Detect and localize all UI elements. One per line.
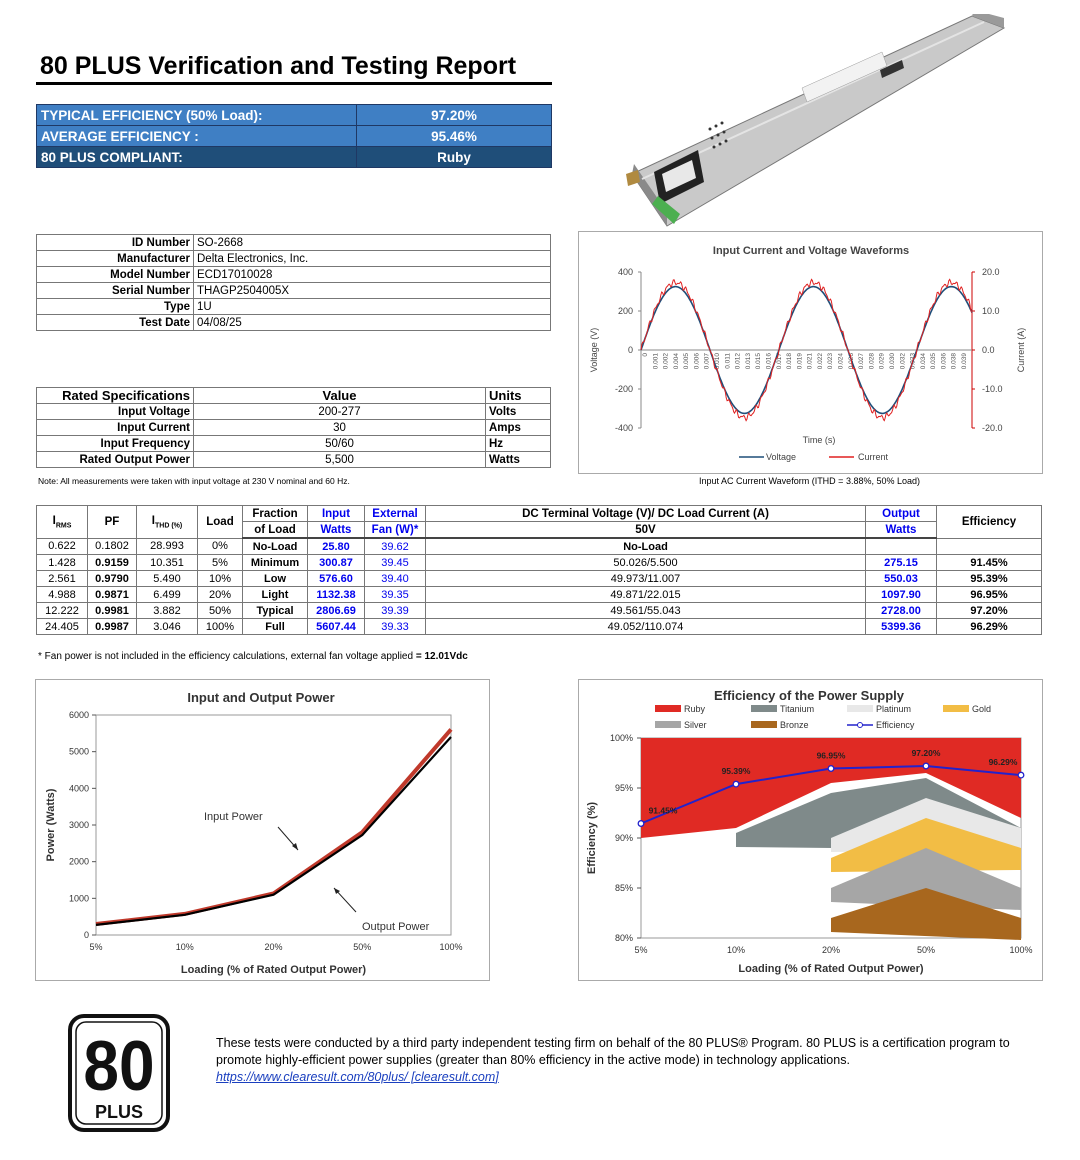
legend-label-gold: Gold: [972, 704, 992, 714]
y-tick-label: 90%: [614, 833, 633, 843]
ithd-cell: 28.993: [137, 538, 198, 555]
table-row: [37, 571, 1042, 587]
fraction-header: Fraction: [243, 506, 308, 522]
summary-value: 95.46%: [357, 126, 552, 147]
x-tick-label: 5%: [89, 942, 103, 952]
table-row: [37, 603, 1042, 619]
ithd-cell: 5.490: [137, 571, 198, 587]
info-value: 1U: [194, 299, 551, 315]
efficiency-point: [1018, 772, 1024, 778]
x-tick-label: 0.010: [714, 353, 722, 370]
output-power-annotation: Output Power: [362, 921, 430, 933]
y-tick-label: 0: [627, 345, 633, 355]
y-tick-label: 5000: [68, 746, 89, 757]
test-header-row: [37, 506, 1042, 522]
legend-swatch-gold: [943, 705, 969, 712]
info-row: [37, 315, 551, 331]
info-label: ID Number: [37, 235, 194, 251]
table-row: [37, 587, 1042, 603]
efficiency-chart: [579, 680, 1042, 980]
y-tick-label: 4000: [68, 783, 89, 794]
efficiency-data-label: 96.29%: [988, 757, 1018, 768]
table-row: [37, 619, 1042, 635]
test-results-table: [36, 505, 1042, 635]
fan-power-note: [38, 651, 468, 662]
y-tick-label: 2000: [68, 856, 89, 867]
x-tick-label: 0.011: [724, 353, 732, 369]
efficiency-cell: 91.45%: [937, 555, 1042, 571]
x-tick-label: 0.013: [744, 353, 752, 370]
pf-cell: 0.9981: [88, 603, 137, 619]
legend-current-label: Current: [858, 452, 889, 462]
summary-row: [37, 105, 552, 126]
y2-tick-label: 10.0: [982, 306, 1000, 316]
y-tick-label: 200: [617, 306, 633, 316]
x-tick-label: 50%: [353, 942, 372, 952]
efficiency-cell: 97.20%: [937, 603, 1042, 619]
legend-label-titanium: Titanium: [780, 704, 815, 714]
output-watts-cell: 275.15: [866, 555, 937, 571]
x-tick-label: 0.012: [734, 353, 742, 370]
efficiency-header: Efficiency: [937, 506, 1042, 539]
product-info-table: [36, 234, 551, 331]
dc-terminal-cell: 49.052/110.074: [426, 619, 866, 635]
fraction-header-2: of Load: [243, 522, 308, 539]
summary-label: TYPICAL EFFICIENCY (50% Load):: [37, 105, 357, 126]
efficiency-data-label: 95.39%: [721, 766, 751, 777]
info-value: THAGP2504005X: [194, 283, 551, 299]
x-axis-label: Time (s): [802, 435, 836, 445]
footer-disclaimer: [216, 1035, 1046, 1086]
fan-watts-cell: 39.39: [365, 603, 426, 619]
y-tick-label: -400: [614, 423, 633, 433]
load-header: Load: [198, 506, 243, 539]
x-tick-label: 0.004: [672, 353, 680, 370]
efficiency-cell: 95.39%: [937, 571, 1042, 587]
y-tick-label: 3000: [68, 820, 89, 830]
input-watts-cell: 25.80: [308, 538, 365, 555]
x-tick-label: 0.039: [961, 353, 968, 370]
y-tick-label: 80%: [614, 933, 633, 943]
rated-unit: Volts: [486, 404, 551, 420]
power-chart-panel: [35, 679, 490, 981]
y-tick-label: -200: [614, 384, 633, 394]
info-value: ECD17010028: [194, 267, 551, 283]
plot-area: [96, 715, 451, 935]
footer-text: These tests were conducted by a third party independent testing firm on behalf of the 80 PLUS® Program. 80 PLUS is a certification program to promote highly-efficient power supplies (greater than 80% efficiency in the active mode) in technology applications.: [216, 1036, 1010, 1067]
x-tick-label: 0.032: [899, 353, 907, 370]
ithd-header-text: I: [151, 514, 155, 527]
fan-note-text: * Fan power is not included in the efficiency calculations, external fan voltage applied: [38, 651, 416, 662]
input-watts-header-2: Watts: [308, 522, 365, 539]
info-label: Serial Number: [37, 283, 194, 299]
efficiency-cell: 96.95%: [937, 587, 1042, 603]
ithd-header: [137, 506, 198, 539]
x-tick-label: 0.017: [775, 353, 783, 370]
legend-swatch-titanium: [751, 705, 777, 712]
x-tick-label: 0.033: [909, 353, 917, 370]
pf-cell: 0.9987: [88, 619, 137, 635]
y2-tick-label: 20.0: [982, 267, 1000, 277]
input-watts-cell: 2806.69: [308, 603, 365, 619]
irms-cell: 0.622: [37, 538, 88, 555]
summary-row: [37, 126, 552, 147]
external-fan-header-2: Fan (W)*: [365, 522, 426, 539]
fan-watts-cell: 39.62: [365, 538, 426, 555]
dc-terminal-header: DC Terminal Voltage (V)/ DC Load Current (A): [426, 506, 866, 522]
rated-unit: Watts: [486, 452, 551, 468]
x-tick-label: 0.026: [847, 353, 855, 370]
dc-terminal-cell: 49.973/11.007: [426, 571, 866, 587]
y2-axis-label: Current (A): [1016, 327, 1026, 373]
ithd-cell: 3.882: [137, 603, 198, 619]
x-tick-label: 100%: [439, 942, 463, 952]
irms-cell: 12.222: [37, 603, 88, 619]
output-watts-cell: 550.03: [866, 571, 937, 587]
rated-unit: Amps: [486, 420, 551, 436]
input-output-power-chart: [36, 680, 489, 980]
x-tick-label: 0.023: [827, 353, 835, 370]
waveform-caption: Input AC Current Waveform (ITHD = 3.88%, 50% Load): [698, 476, 920, 486]
rated-label: Input Frequency: [37, 436, 194, 452]
x-tick-label: 0.034: [919, 353, 927, 370]
dc-terminal-header-2: 50V: [426, 522, 866, 539]
summary-value: Ruby: [357, 147, 552, 168]
x-tick-label: 0.021: [806, 353, 814, 370]
info-row: [37, 299, 551, 315]
efficiency-cell: [937, 538, 1042, 555]
fraction-cell: No-Load: [243, 538, 308, 555]
rated-row: [37, 436, 551, 452]
y-tick-label: 1000: [68, 893, 89, 904]
input-watts-cell: 5607.44: [308, 619, 365, 635]
x-tick-label: 50%: [916, 945, 936, 955]
test-results-body: [37, 538, 1042, 635]
output-watts-cell: [866, 538, 937, 555]
x-tick-label: 0.015: [755, 353, 763, 370]
logo-word: PLUS: [94, 1102, 144, 1122]
ithd-header-sub: THD (%): [154, 521, 183, 529]
rated-specifications-table: [36, 387, 551, 468]
legend-voltage-label: Voltage: [766, 452, 797, 462]
y-tick-label: 0: [83, 930, 89, 940]
fraction-cell: Low: [243, 571, 308, 587]
legend-swatch-bronze: [751, 721, 777, 728]
pf-cell: 0.9790: [88, 571, 137, 587]
info-label: Manufacturer: [37, 251, 194, 267]
input-power-annotation: Input Power: [204, 811, 263, 823]
y-tick-label: 400: [617, 267, 633, 277]
fraction-cell: Typical: [243, 603, 308, 619]
x-tick-label: 0.029: [878, 353, 886, 370]
y-tick-label: 100%: [609, 733, 633, 743]
pf-cell: 0.9871: [88, 587, 137, 603]
y2-tick-label: -10.0: [982, 384, 1003, 394]
info-row: [37, 235, 551, 251]
report-title: 80 PLUS Verification and Testing Report: [40, 52, 517, 80]
efficiency-point: [638, 821, 644, 827]
chart-title: Efficiency of the Power Supply: [714, 688, 904, 703]
pf-header: PF: [88, 506, 137, 539]
y-axis-label: Voltage (V): [589, 327, 599, 373]
waveform-chart: [579, 232, 1042, 473]
output-watts-cell: 5399.36: [866, 619, 937, 635]
irms-header-sub: RMS: [55, 521, 72, 529]
x-tick-label: 20%: [821, 945, 841, 955]
legend-swatch-platinum: [847, 705, 873, 712]
power-supply-product-image: [612, 14, 1012, 229]
load-cell: 5%: [198, 555, 243, 571]
rated-value: 5,500: [194, 452, 486, 468]
x-tick-label: 0.018: [786, 353, 794, 370]
x-tick-label: 0.030: [888, 353, 896, 370]
fraction-cell: Full: [243, 619, 308, 635]
x-tick-label: 0.002: [662, 353, 670, 370]
fraction-cell: Light: [243, 587, 308, 603]
x-tick-label: 10%: [175, 942, 194, 952]
rated-value: 200-277: [194, 404, 486, 420]
rated-row: [37, 420, 551, 436]
info-value: 04/08/25: [194, 315, 551, 331]
measurement-note: Note: All measurements were taken with input voltage at 230 V nominal and 60 Hz.: [38, 476, 350, 486]
x-tick-label: 0.022: [816, 353, 824, 370]
legend-label-bronze: Bronze: [780, 720, 809, 730]
x-tick-label: 0.027: [858, 353, 866, 370]
rated-header: Units: [486, 388, 551, 404]
x-tick-label: 10%: [726, 945, 746, 955]
x-tick-label: 0.024: [837, 353, 845, 370]
dc-terminal-cell: 50.026/5.500: [426, 555, 866, 571]
chart-title: Input and Output Power: [187, 690, 335, 705]
info-value: SO-2668: [194, 235, 551, 251]
info-value: Delta Electronics, Inc.: [194, 251, 551, 267]
output-watts-header-2: Watts: [866, 522, 937, 539]
dc-terminal-cell: No-Load: [426, 538, 866, 555]
legend-label-ruby: Ruby: [684, 704, 706, 714]
y2-tick-label: 0.0: [982, 345, 995, 355]
info-label: Type: [37, 299, 194, 315]
legend-efficiency-marker: [858, 723, 863, 728]
x-tick-label: 0.007: [703, 353, 711, 370]
output-watts-header: Output: [866, 506, 937, 522]
load-cell: 100%: [198, 619, 243, 635]
rated-label: Input Voltage: [37, 404, 194, 420]
table-row: [37, 555, 1042, 571]
summary-row: [37, 147, 552, 168]
table-row: [37, 538, 1042, 555]
input-watts-cell: 1132.38: [308, 587, 365, 603]
fan-watts-cell: 39.45: [365, 555, 426, 571]
title-divider: [36, 82, 552, 85]
fraction-cell: Minimum: [243, 555, 308, 571]
clearesult-link[interactable]: https://www.clearesult.com/80plus/ [clearesult.com]: [216, 1070, 499, 1084]
rated-header: Value: [194, 388, 486, 404]
rated-value: 50/60: [194, 436, 486, 452]
pf-cell: 0.1802: [88, 538, 137, 555]
x-tick-label: 0.006: [693, 353, 701, 370]
efficiency-point: [923, 763, 929, 769]
legend-swatch-silver: [655, 721, 681, 728]
efficiency-summary-table: [36, 104, 552, 168]
efficiency-point: [828, 766, 834, 772]
legend-label-efficiency: Efficiency: [876, 720, 915, 730]
x-tick-label: 20%: [264, 942, 283, 952]
x-tick-label: 0: [642, 353, 649, 357]
y-tick-label: 95%: [614, 783, 633, 793]
dc-terminal-cell: 49.871/22.015: [426, 587, 866, 603]
irms-cell: 24.405: [37, 619, 88, 635]
efficiency-chart-panel: [578, 679, 1043, 981]
waveform-chart-panel: [578, 231, 1043, 474]
rated-header: Rated Specifications: [37, 388, 194, 404]
efficiency-cell: 96.29%: [937, 619, 1042, 635]
irms-header-text: I: [52, 514, 56, 527]
irms-cell: 1.428: [37, 555, 88, 571]
logo-number: 80: [83, 1027, 155, 1106]
x-tick-label: 5%: [634, 945, 648, 955]
load-cell: 0%: [198, 538, 243, 555]
x-tick-label: 0.016: [765, 353, 773, 370]
y2-tick-label: -20.0: [982, 423, 1003, 433]
x-axis-label: Loading (% of Rated Output Power): [180, 964, 367, 976]
summary-label: AVERAGE EFFICIENCY :: [37, 126, 357, 147]
efficiency-data-label: 91.45%: [648, 805, 678, 816]
load-cell: 20%: [198, 587, 243, 603]
load-cell: 50%: [198, 603, 243, 619]
info-row: [37, 283, 551, 299]
output-watts-cell: 2728.00: [866, 603, 937, 619]
x-tick-label: 0.036: [940, 353, 948, 370]
summary-value: 97.20%: [357, 105, 552, 126]
rated-header-row: [37, 388, 551, 404]
input-watts-cell: 576.60: [308, 571, 365, 587]
irms-cell: 4.988: [37, 587, 88, 603]
x-tick-label: 0.038: [950, 353, 958, 370]
ithd-cell: 6.499: [137, 587, 198, 603]
x-axis-label: Loading (% of Rated Output Power): [738, 963, 924, 975]
irms-cell: 2.561: [37, 571, 88, 587]
y-axis-label: Power (Watts): [45, 788, 57, 862]
x-tick-label: 0.035: [930, 353, 938, 370]
input-watts-header: Input: [308, 506, 365, 522]
x-tick-label: 0.028: [868, 353, 876, 370]
ithd-cell: 3.046: [137, 619, 198, 635]
x-tick-label: 0.019: [796, 353, 804, 370]
fan-watts-cell: 39.33: [365, 619, 426, 635]
efficiency-point: [733, 781, 739, 787]
summary-label: 80 PLUS COMPLIANT:: [37, 147, 357, 168]
legend-label-silver: Silver: [684, 720, 707, 730]
rated-row: [37, 452, 551, 468]
rated-label: Rated Output Power: [37, 452, 194, 468]
rated-unit: Hz: [486, 436, 551, 452]
rated-label: Input Current: [37, 420, 194, 436]
info-row: [37, 267, 551, 283]
output-watts-cell: 1097.90: [866, 587, 937, 603]
x-tick-label: 100%: [1009, 945, 1033, 955]
legend-label-platinum: Platinum: [876, 704, 912, 714]
y-axis-label: Efficiency (%): [586, 801, 598, 875]
info-label: Test Date: [37, 315, 194, 331]
external-fan-header: External: [365, 506, 426, 522]
fan-watts-cell: 39.35: [365, 587, 426, 603]
irms-header: [37, 506, 88, 539]
x-tick-label: 0.001: [652, 353, 660, 370]
legend-swatch-ruby: [655, 705, 681, 712]
pf-cell: 0.9159: [88, 555, 137, 571]
y-tick-label: 6000: [68, 710, 89, 720]
y-tick-label: 85%: [614, 883, 633, 893]
rated-value: 30: [194, 420, 486, 436]
fan-watts-cell: 39.40: [365, 571, 426, 587]
efficiency-data-label: 97.20%: [911, 748, 941, 758]
load-cell: 10%: [198, 571, 243, 587]
x-tick-label: 0.005: [683, 353, 691, 370]
fan-note-value: = 12.01Vdc: [415, 651, 468, 662]
input-watts-cell: 300.87: [308, 555, 365, 571]
80-plus-logo: [68, 1014, 170, 1132]
info-row: [37, 251, 551, 267]
efficiency-data-label: 96.95%: [816, 750, 846, 761]
dc-terminal-cell: 49.561/55.043: [426, 603, 866, 619]
chart-title: Input Current and Voltage Waveforms: [712, 245, 910, 257]
info-label: Model Number: [37, 267, 194, 283]
rated-row: [37, 404, 551, 420]
ithd-cell: 10.351: [137, 555, 198, 571]
